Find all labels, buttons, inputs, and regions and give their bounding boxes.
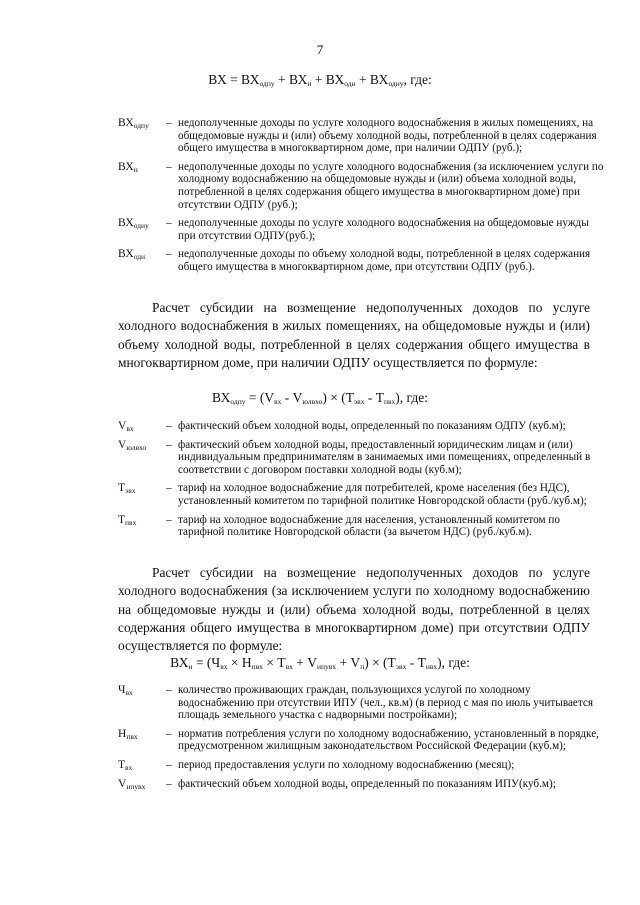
definition-item: $V_{ипувх}$ – фактический объем холодной воды, определенный по показаниям ИПУ(куб.м); [118,778,608,791]
definition-item: $Н_{пвх}$ – норматив потребления услуги по холодному водоснабжению, установленный в порядке, предусмотренном жилищным законодательством Российской Федерации (куб.м); [118,728,608,753]
definitions-list-1 [118,117,608,280]
definition-text: фактический объем холодной воды, предоставленный юридическим лицам и (или) индивидуальным предпринимателям в занимаемых ими помещениях, определенный в соответствии с договором поставки холодной воды (куб.м); [178,438,591,476]
symbol: $V_{вх}$ [118,420,134,433]
formula-vh-odpu: $ВХ_{одпу} = (V_{вх} - V_{юлвхо}) \times (Т_{эвх} - Т_{пвх})$, где: [211,390,429,406]
definition-item: $ВХ_{одну}$ – недополученные доходы по услуге холодного водоснабжения на общедомовые нужды при отсутствии ОДПУ(руб.); [118,217,608,242]
definition-text: количество проживающих граждан, пользующихся услугой по холодному водоснабжению при отсутствии ИПУ (чел., кв.м) (в период с мая по июль учитывается площадь земельного участка с надворными постройками); [178,684,594,722]
definition-item: $ВХ_{одпу}$ – недополученные доходы по услуге холодного водоснабжения в жилых помещениях, на общедомовые нужды и (или) объему холодной воды, потребленной в целях содержания общего имущества в многоквартирном доме, при наличии ОДПУ (руб.); [118,117,608,155]
symbol: $Т_{эвх}$ [118,482,136,496]
symbol: $Н_{пвх}$ [118,727,138,741]
definition-text: фактический объем холодной воды, определенный по показаниям ОДПУ (куб.м); [178,420,566,432]
definition-text: тариф на холодное водоснабжение для населения, установленный комитетом по тарифной политике Новгородской области (за вычетом НДС) (руб./куб.м). [178,513,561,539]
paragraph-calculation-without-odpu: Расчет субсидии на возмещение недополученных доходов по услуге холодного водоснабжения (за исключением услуги по холодному водоснабжению на общедомовые нужды и (или) объема холодной воды, потребленной в целях содержания общего имущества в многоквартирном доме) при отсутствии ОДПУ осуществляется по формуле: [118,565,590,654]
formula-vh-n: $ВХ_н = (Ч_{вх} \times Н_{пвх} \times Т_{вх} + V_{ипувх} + V_п) \times (Т_{эвх} - Т_{нвх})$, где: [170,655,470,671]
definitions-list-3 [118,684,608,796]
definition-item: $V_{вх}$ – фактический объем холодной воды, определенный по показаниям ОДПУ (куб.м); [118,420,608,433]
formula-total: ВХ = $ВХ_{одпу} + ВХ_н + ВХ_{одн} + ВХ_{одну}$, где: [208,72,432,88]
definition-text: недополученные доходы по услуге холодного водоснабжения на общедомовые нужды при отсутствии ОДПУ(руб.); [178,217,589,242]
definition-item: $Т_{пвх}$ – тариф на холодное водоснабжение для населения, установленный комитетом по тарифной политике Новгородской области (за вычетом НДС) (руб./куб.м). [118,514,608,539]
page-number: 7 [316,42,324,57]
definition-item: $V_{юлвхо}$ – фактический объем холодной воды, предоставленный юридическим лицам и (или) индивидуальным предпринимателям в занимаемых ими помещениях, определенный в соответствии с договором поставки холодной воды (куб.м); [118,439,608,477]
paragraph-calculation-with-odpu: Расчет субсидии на возмещение недополученных доходов по услуге холодного водоснабжения в жилых помещениях, на общедомовые нужды и (или) объему холодной воды, потребленной в целях содержания общего имущества в многоквартирном доме, при наличии ОДПУ осуществляется по формуле: [118,300,590,370]
definition-text: норматив потребления услуги по холодному водоснабжению, установленный в порядке, предусмотренном жилищным законодательством Российской Федерации (куб.м); [178,727,599,753]
definition-item: $Т_{вх}$ – период предоставления услуги по холодному водоснабжению (месяц); [118,759,608,772]
symbol: $V_{юлвхо}$ [118,438,147,452]
definition-text: период предоставления услуги по холодному водоснабжению (месяц); [178,758,515,771]
definition-item: $ВХ_{одн}$ – недополученные доходы по объему холодной воды, потребленной в целях содержания общего имущества в многоквартирном доме, при отсутствии ОДПУ (руб.). [118,248,608,273]
symbol: $Ч_{вх}$ [118,684,133,697]
definition-item: $Т_{эвх}$ – тариф на холодное водоснабжение для потребителей, кроме населения (без НДС), установленный комитетом по тарифной политике Новгородской области (руб./куб.м); [118,482,608,507]
symbol: $ВХ_н$ [118,160,138,174]
definition-text: недополученные доходы по объему холодной воды, потребленной в целях содержания общего имущества в многоквартирном доме, при отсутствии ОДПУ (руб.). [178,248,591,273]
definition-item: $Ч_{вх}$ – количество проживающих граждан, пользующихся услугой по холодному водоснабжению при отсутствии ИПУ (чел., кв.м) (в период с мая по июль учитывается площадь земельного участка с надворными постройками); [118,684,608,722]
definition-item: $ВХ_н$ – недополученные доходы по услуге холодного водоснабжения (за исключением услуги по холодному водоснабжению на общедомовые нужды и (или) объема холодной воды, потребленной в целях содержания общего имущества в многоквартирном доме) при отсутствии ОДПУ (руб.); [118,161,608,211]
symbol: $Т_{пвх}$ [118,513,137,527]
definition-text: тариф на холодное водоснабжение для потребителей, кроме населения (без НДС), установленный комитетом по тарифной политике Новгородской области (руб./куб.м); [178,482,587,507]
definitions-list-2 [118,420,608,545]
symbol: $ВХ_{одн}$ [118,248,146,262]
definition-text: недополученные доходы по услуге холодного водоснабжения в жилых помещениях, на общедомовые нужды и (или) объему холодной воды, потребленной в целях содержания общего имущества в многоквартирном доме, при наличии ОДПУ (руб.); [178,117,597,155]
definition-text: недополученные доходы по услуге холодного водоснабжения (за исключением услуги по холодному водоснабжению на общедомовые нужды и (или) объема холодной воды, потребленной в целях содержания общего имущества в многоквартирном доме) при отсутствии ОДПУ (руб.); [178,160,604,211]
symbol: $V_{ипувх}$ [118,777,146,791]
symbol: $ВХ_{одну}$ [118,217,149,231]
definition-text: фактический объем холодной воды, определенный по показаниям ИПУ(куб.м); [178,777,556,790]
symbol: $Т_{вх}$ [118,758,133,772]
symbol: $ВХ_{одпу}$ [118,117,149,130]
